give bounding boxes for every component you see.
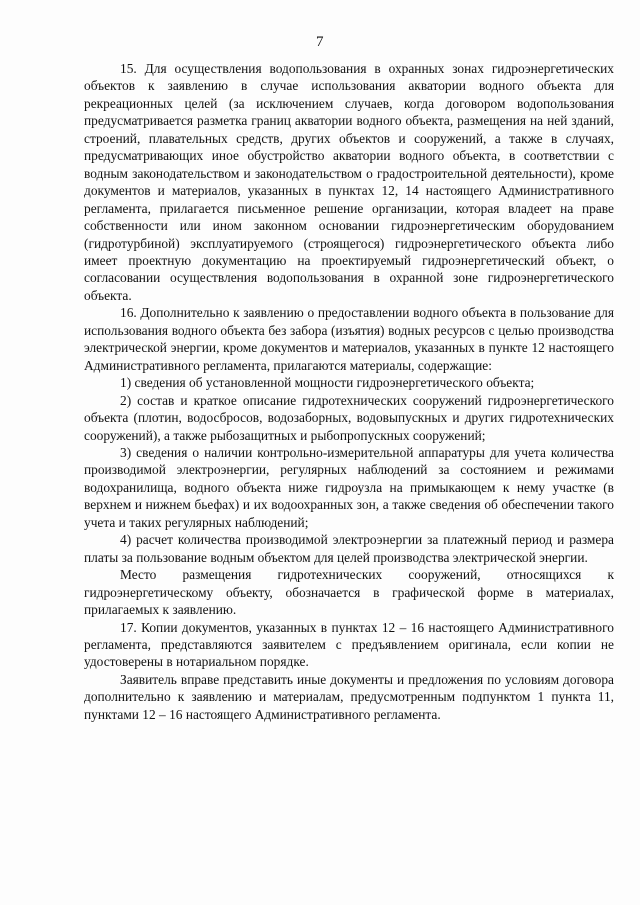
paragraph-17: 17. Копии документов, указанных в пунктах 12 – 16 настоящего Административного регламента, представляются заявителем с предъявлением оригинала, если копии не удостоверены в нотариальном порядке. — [84, 619, 614, 670]
page-number: 7 — [316, 34, 324, 50]
document-body — [84, 60, 614, 723]
list-item-3: 3) сведения о наличии контрольно-измерительной аппаратуры для учета количества производимой электроэнергии, регулярных наблюдений за состоянием и режимами водохранилища, водного объекта ниже гидроузла на примыкающем к нему участке (в верхнем и нижнем бьефах) и их водоохранных зон, а также сведения об обеспечении такого учета и таких регулярных наблюдений; — [84, 444, 614, 530]
paragraph-applicant: Заявитель вправе представить иные документы и предложения по условиям договора дополнительно к заявлению и материалам, предусмотренным подпунктом 1 пункта 11, пунктами 12 – 16 настоящего Административного регламента. — [84, 671, 614, 722]
paragraph-15: 15. Для осуществления водопользования в охранных зонах гидроэнергетических объектов к заявлению в случае использования акватории водного объекта для рекреационных целей (за исключением случаев, когда договором водопользования предусматривается разметка границ акватории водного объекта, размещения на ней зданий, строений, плавательных средств, других объектов и сооружений, а также в случаях, предусматривающих иное обустройство акватории водного объекта, в соответствии с водным законодательством и законодательством о градостроительной деятельности), кроме документов и материалов, указанных в пунктах 12, 14 настоящего Административного регламента, прилагается письменное решение организации, которая владеет на праве собственности или ином законном основании гидроэнергетическим оборудованием (гидротурбиной) эксплуатируемого (строящегося) гидроэнергетического объекта либо имеет проектную документацию на проектируемый гидроэнергетический объект, о согласовании осуществления водопользования в охранной зоне гидроэнергетического объекта. — [84, 61, 614, 303]
list-item-2: 2) состав и краткое описание гидротехнических сооружений гидроэнергетического объекта (плотин, водосбросов, водозаборных, водовыпускных и других гидротехнических сооружений), а также рыбозащитных и рыбопропускных сооружений; — [84, 392, 614, 443]
paragraph-placement: Место размещения гидротехнических сооружений, относящихся к гидроэнергетическому объекту, обозначается в графической форме в материалах, прилагаемых к заявлению. — [84, 567, 614, 618]
list-item-4: 4) расчет количества производимой электроэнергии за платежный период и размера платы за пользование водным объектом для целей производства электрической энергии. — [84, 532, 614, 565]
paragraph-16: 16. Дополнительно к заявлению о предоставлении водного объекта в пользование для использования водного объекта без забора (изъятия) водных ресурсов с целью производства электрической энергии, кроме документов и материалов, указанных в пункте 12 настоящего Административного регламента, прилагаются материалы, содержащие: — [84, 305, 614, 373]
list-item-1: 1) сведения об установленной мощности гидроэнергетического объекта; — [120, 375, 535, 391]
